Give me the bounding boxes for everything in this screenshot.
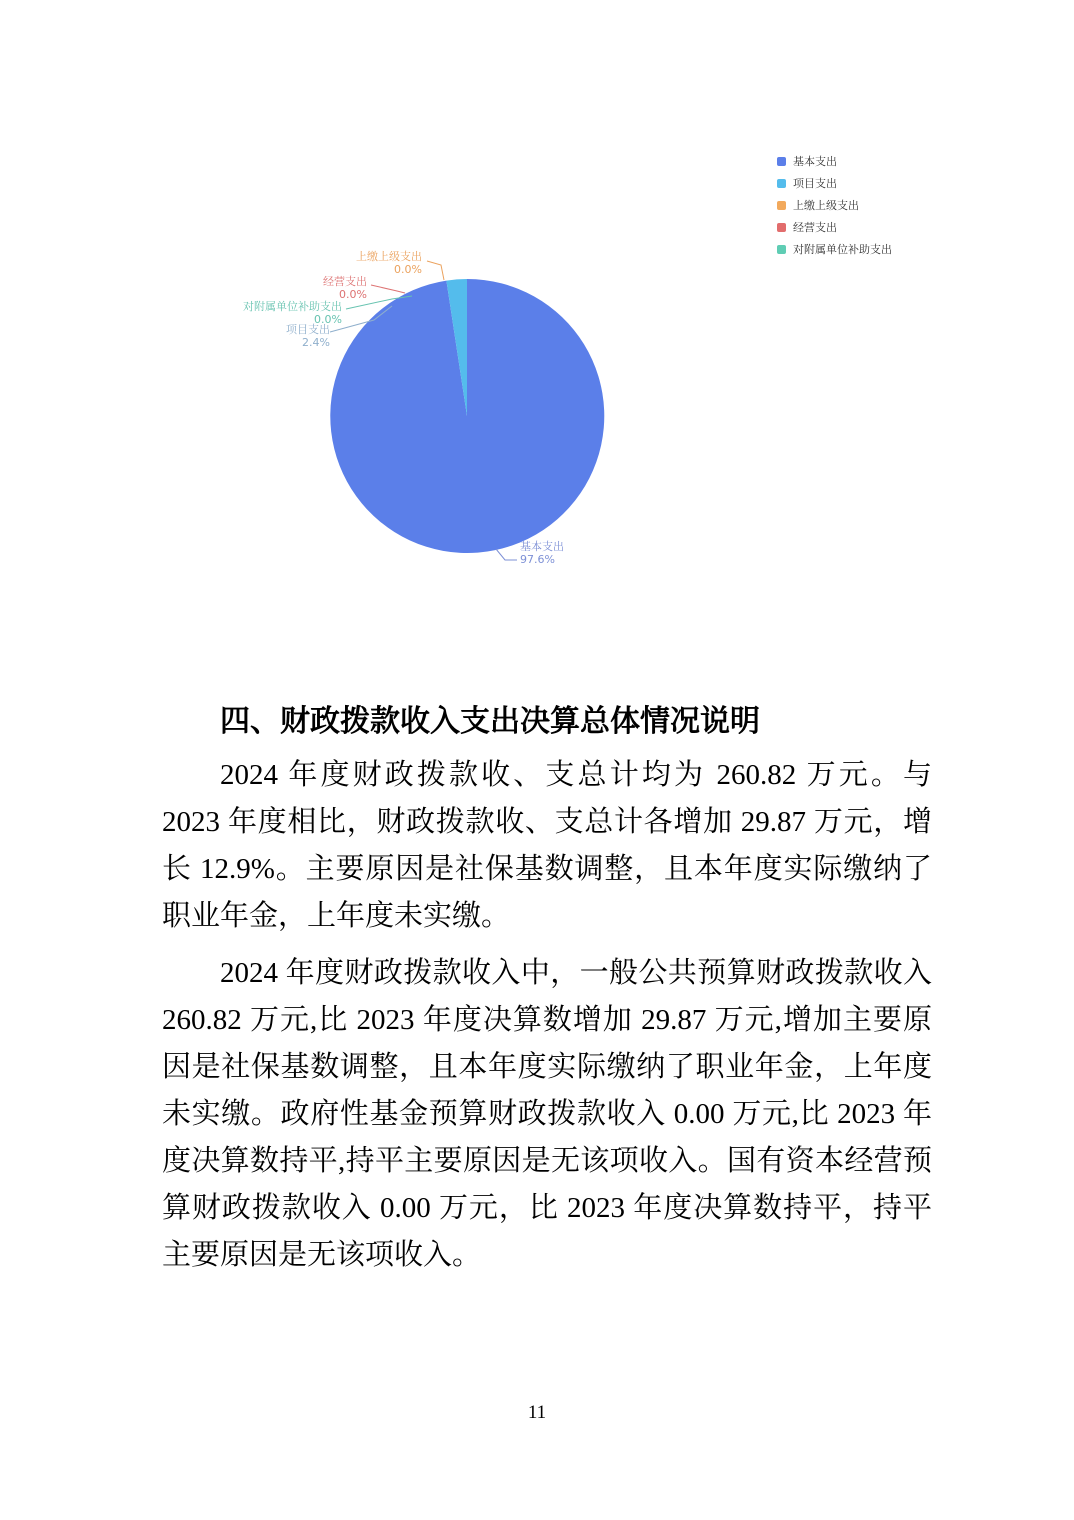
pie-label-jingying [323, 275, 367, 301]
pie-slice-basic-expenditure [330, 279, 604, 553]
pie-label-xiangmu [286, 323, 330, 349]
body-paragraph-1: 2024 年度财政拨款收、支总计均为 260.82 万元。与 2023 年度相比，财政拨款收、支总计各增加 29.87 万元，增长 12.9%。主要原因是社保基数调整，且本年度实际缴纳了职业年金，上年度未实缴。 [162, 759, 932, 932]
pie-label-name: 上缴上级支出 [356, 250, 422, 263]
pie-label-shangjiao [356, 250, 422, 276]
pie-label-percent: 0.0% [394, 263, 422, 276]
legend-item-xiangmu [777, 172, 892, 194]
legend-swatch [777, 201, 786, 210]
pie-label-name: 经营支出 [323, 275, 367, 288]
legend-swatch [777, 245, 786, 254]
legend-label: 基本支出 [793, 155, 837, 168]
legend-item-jiben [777, 150, 892, 172]
expenditure-pie-chart [0, 0, 1074, 660]
legend-label: 项目支出 [793, 177, 837, 190]
leader-line-jiben [496, 549, 517, 560]
legend-label: 经营支出 [793, 221, 837, 234]
legend-item-buzhu [777, 238, 892, 260]
pie-label-jiben [520, 540, 564, 566]
page-number: 11 [527, 1402, 547, 1423]
pie-label-percent: 0.0% [314, 313, 342, 326]
legend-swatch [777, 179, 786, 188]
pie-label-name: 对附属单位补助支出 [243, 300, 342, 313]
chart-legend [777, 150, 892, 260]
legend-item-jingying [777, 216, 892, 238]
legend-swatch [777, 223, 786, 232]
section-content [162, 702, 932, 1279]
legend-item-shangjiao [777, 194, 892, 216]
legend-swatch [777, 157, 786, 166]
body-paragraph-2: 2024 年度财政拨款收入中，一般公共预算财政拨款收入 260.82 万元,比 2023 年度决算数增加 29.87 万元,增加主要原因是社保基数调整，且本年度实际缴纳了职业年金，上年度未实缴。政府性基金预算财政拨款收入 0.00 万元,比 2023 年度决算数持平,持平主要原因是无该项收入。国有资本经营预算财政拨款收入 0.00 万元，比 2023 年度决算数持平，持平主要原因是无该项收入。 [162, 957, 932, 1271]
leader-line-jingying [371, 285, 405, 293]
pie-label-percent: 2.4% [302, 336, 330, 349]
legend-label: 上缴上级支出 [793, 199, 859, 212]
pie-label-percent: 97.6% [520, 553, 555, 566]
legend-label: 对附属单位补助支出 [793, 243, 892, 256]
leader-line-shangjiao [427, 261, 444, 280]
pie-label-percent: 0.0% [339, 288, 367, 301]
pie-label-name: 基本支出 [520, 540, 564, 553]
section-heading: 四、财政拨款收入支出决算总体情况说明 [220, 705, 760, 738]
pie-label-name: 项目支出 [286, 323, 330, 336]
